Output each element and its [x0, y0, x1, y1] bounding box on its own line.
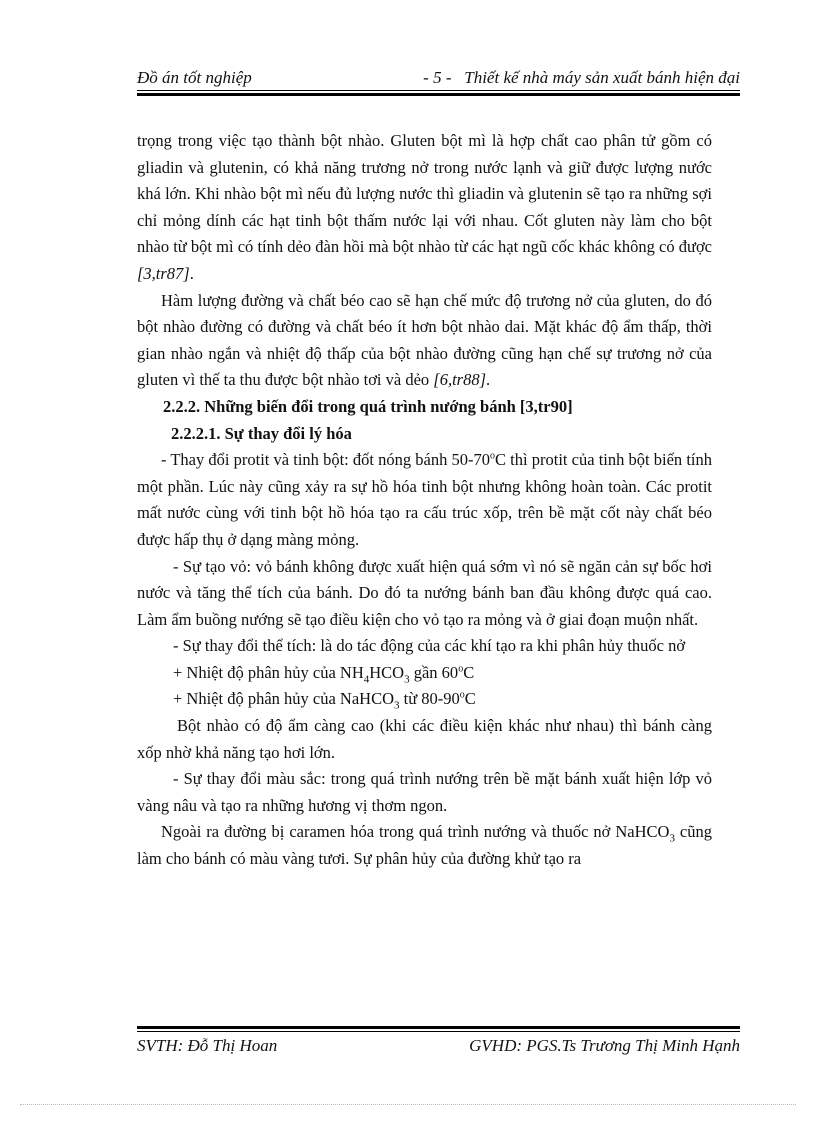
header-left: Đồ án tốt nghiệp [137, 68, 252, 87]
page-edge-divider [20, 1104, 796, 1105]
citation: [3,tr87] [137, 263, 190, 283]
paragraph-protit: - Thay đổi protit và tinh bột: đốt nóng bánh 50-70$^o$C thì protit của tinh bột biến tính một phần. Lúc này cũng xảy ra sự hồ hóa tinh bột nhưng không hoàn toàn. Các protit mất nước cùng với tinh bột hồ hóa tạo ra cấu trúc xốp, trên bề mặt cốt này chất béo được hấp thụ ở dạng màng mỏng. [137, 450, 712, 549]
paragraph-caramel: Ngoài ra đường bị caramen hóa trong quá trình nướng và thuốc nở NaHCO$_3$ cũng làm cho bánh có màu vàng tươi. Sự phân hủy của đường khử tạo ra [137, 822, 712, 869]
section-heading-2-2-2: 2.2.2. Những biến đổi trong quá trình nướng bánh [3,tr90] [163, 396, 573, 416]
paragraph-volume: - Sự thay đổi thể tích: là do tác động của các khí tạo ra khi phân hủy thuốc nở [173, 636, 686, 656]
footer-student: SVTH: Đỗ Thị Hoan [137, 1036, 278, 1055]
paragraph-color: - Sự thay đổi màu sắc: trong quá trình nướng trên bề mặt bánh xuất hiện lớp vỏ vàng nâu và tạo ra những hương vị thơm ngon. [137, 769, 712, 815]
paragraph-1: trọng trong việc tạo thành bột nhào. Gluten bột mì là hợp chất cao phân tử gồm có gliadin và glutenin, có khả năng trương nở trong nước lạnh và giữ được lượng nước khá lớn. Khi nhào bột mì nếu đủ lượng nước thì gliadin và glutenin sẽ tạo ra những sợi chỉ mỏng dính các hạt tinh bột thấm nước lại với nhau. Cốt gluten này làm cho bột nhào từ bột mì có tính dẻo đàn hồi mà bột nhào từ các hạt ngũ cốc khác không có được [3,tr87]. [137, 131, 712, 283]
header-right [423, 68, 740, 88]
header-rule-thin [137, 90, 740, 91]
document-body [137, 128, 712, 873]
list-item-nahco3: + Nhiệt độ phân hủy của NaHCO$_3$ từ 80-90$^o$C [173, 689, 476, 712]
section-heading-2-2-2-1: 2.2.2.1. Sự thay đổi lý hóa [171, 423, 352, 443]
footer-advisor: GVHD: PGS.Ts Trương Thị Minh Hạnh [469, 1036, 740, 1055]
paragraph-moisture: Bột nhào có độ ẩm càng cao (khi các điều kiện khác như nhau) thì bánh càng xốp nhờ khả năng tạo hơi lớn. [137, 716, 712, 762]
paragraph-2: Hàm lượng đường và chất béo cao sẽ hạn chế mức độ trương nở của gluten, do đó bột nhào đường có đường và chất béo ít hơn bột nhào dai. Mặt khác độ ẩm thấp, thời gian nhào ngắn và nhiệt độ thấp của bột nhào đường cũng hạn chế sự trương nở của gluten vì thế ta thu được bột nhào tơi và dẻo [6,tr88]. [137, 290, 712, 390]
header-title: Thiết kế nhà máy sản xuất bánh hiện đại [464, 68, 740, 87]
header-rule-thick [137, 93, 740, 96]
paragraph-crust: - Sự tạo vỏ: vỏ bánh không được xuất hiện quá sớm vì nó sẽ ngăn cản sự bốc hơi nước và tăng thể tích của bánh. Do đó ta nướng bánh ban đầu không được quá cao. Làm ẩm buồng nướng sẽ tạo điều kiện cho vỏ tạo ra mỏng và ở giai đoạn muộn nhất. [137, 556, 712, 629]
page-footer [137, 1036, 740, 1060]
list-item-nh4hco3: + Nhiệt độ phân hủy của $NH_4HCO_3$ gần 60$^o$C [173, 662, 475, 686]
page-header [137, 64, 740, 90]
citation: [6,tr88] [433, 370, 487, 390]
footer-rule-thick [137, 1026, 740, 1029]
page-number: - 5 - [423, 68, 452, 87]
footer-rule-thin [137, 1031, 740, 1032]
